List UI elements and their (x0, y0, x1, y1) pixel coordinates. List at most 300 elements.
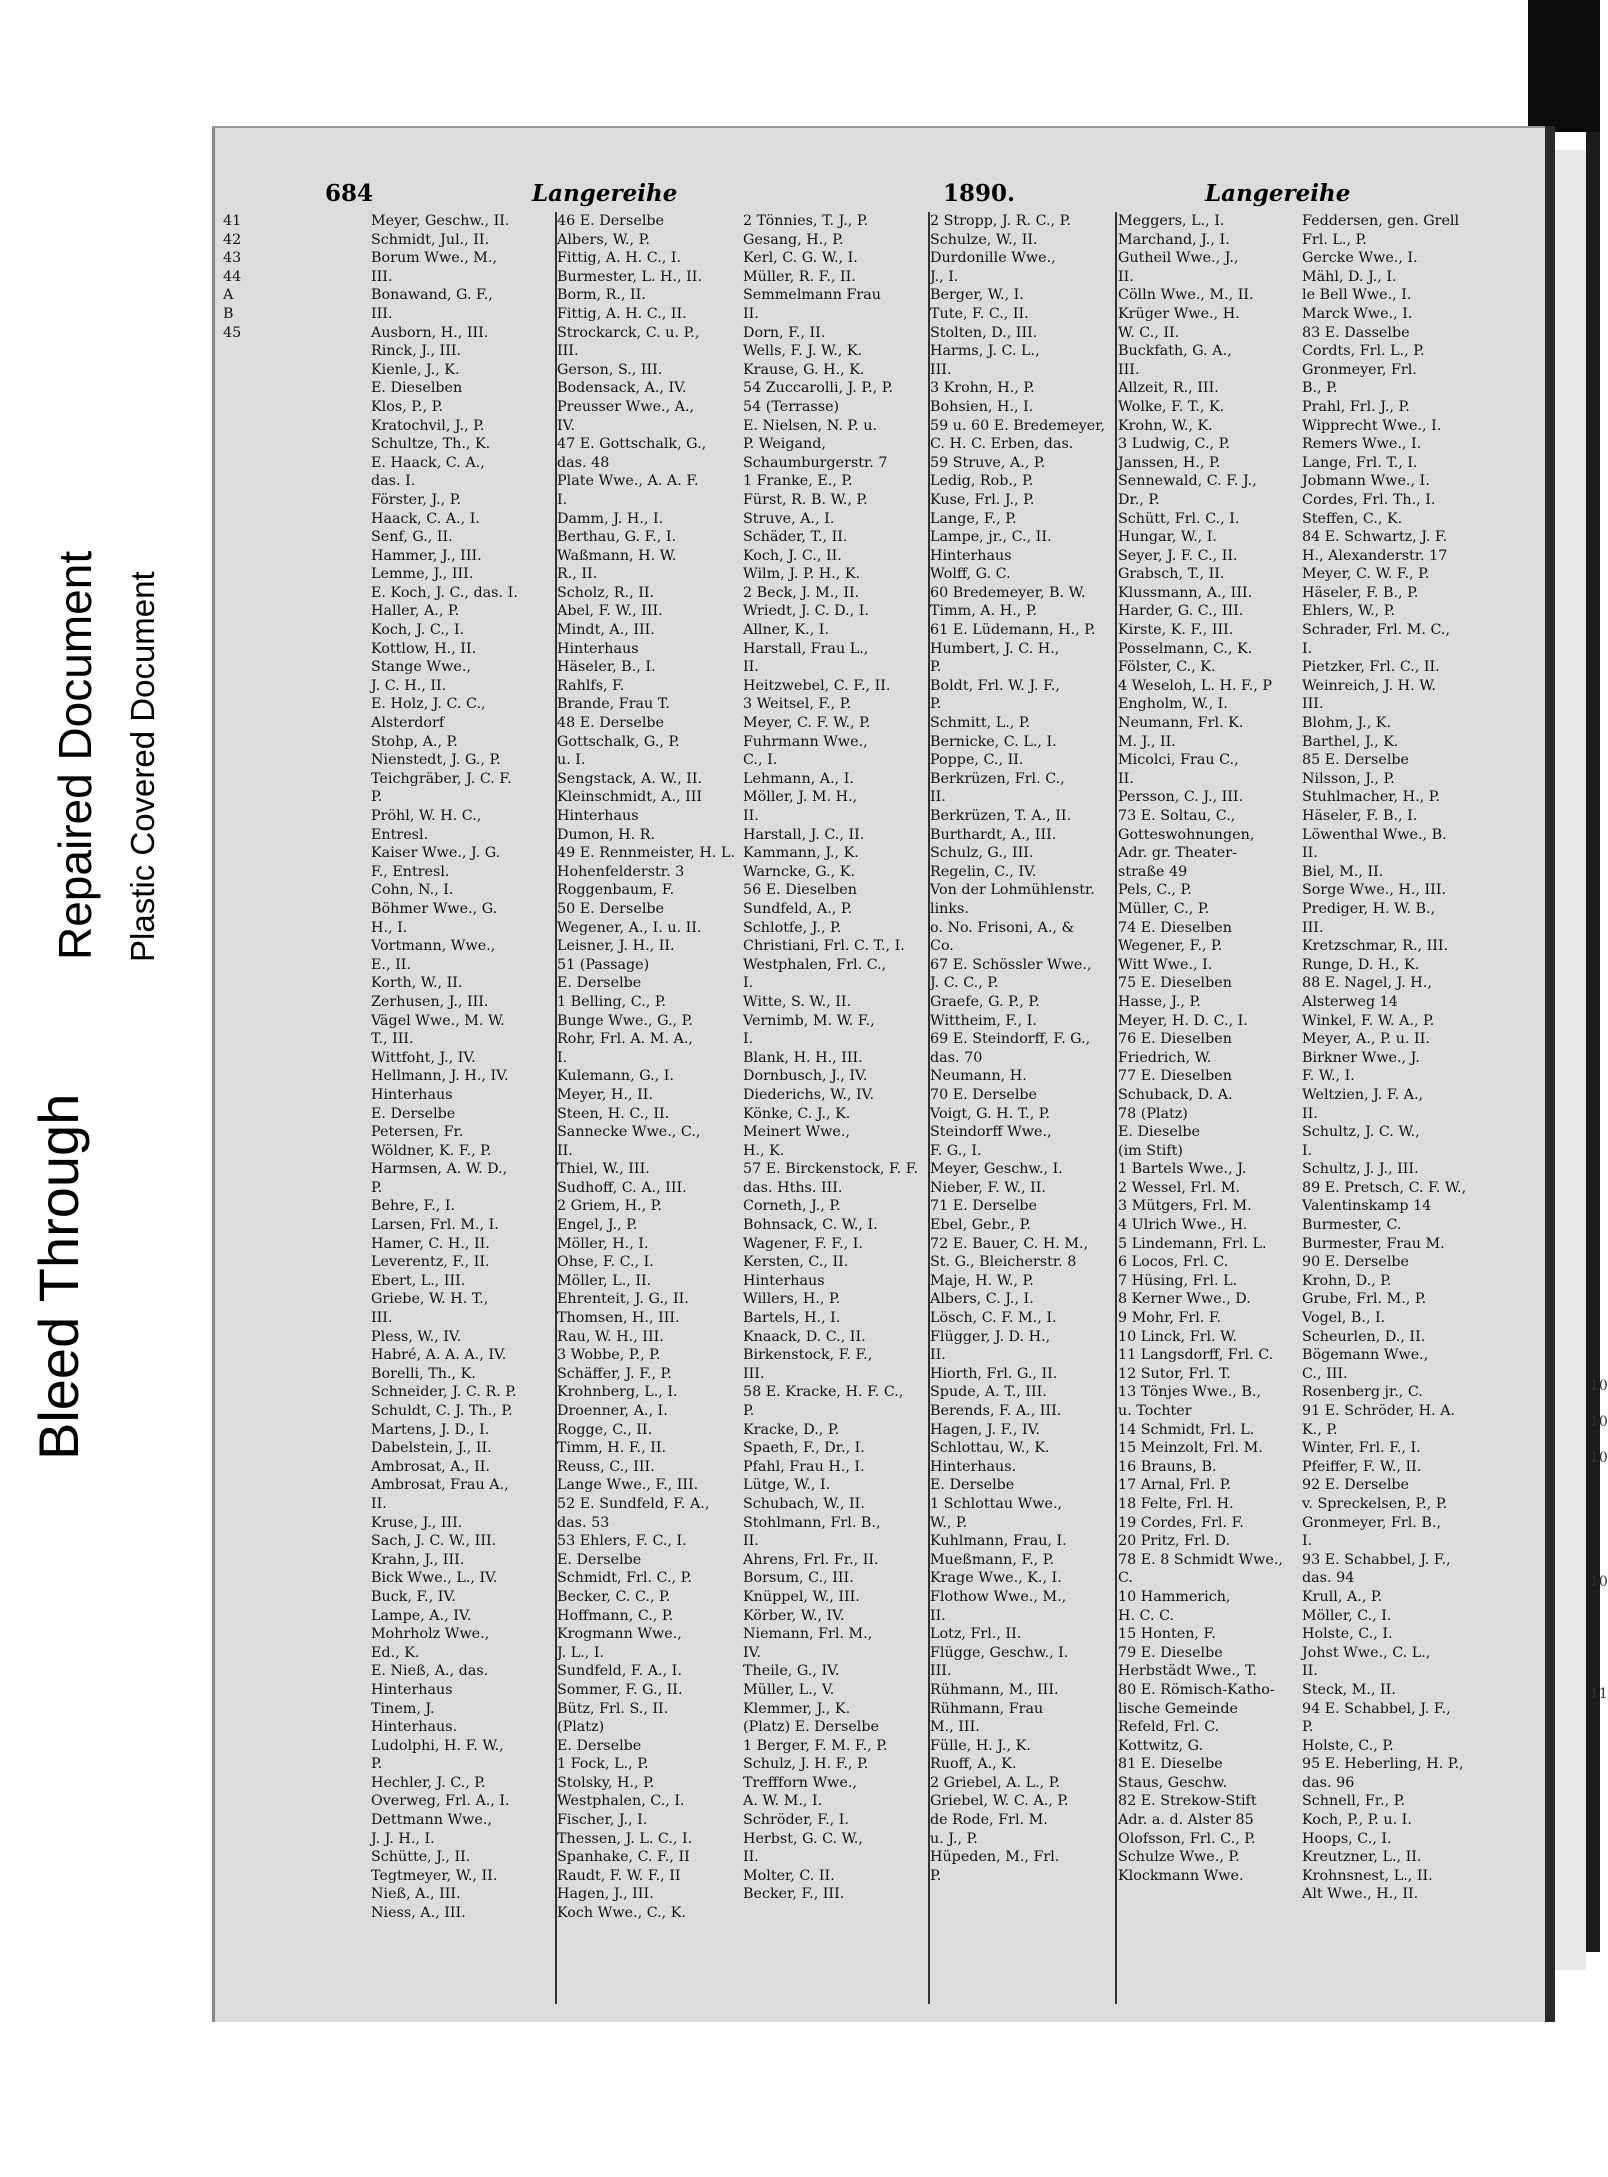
directory-entry: Molter, C. II. (743, 1867, 835, 1884)
directory-entry: Friedrich, W. (1118, 1049, 1212, 1066)
directory-entry: Timm, A. H., P. (930, 603, 1038, 620)
directory-entry: Kammann, J., K. (743, 845, 859, 862)
directory-entry: E. Dieselbe (1118, 1124, 1201, 1141)
directory-entry: III. (743, 1365, 765, 1382)
directory-entry: II. (1302, 1663, 1318, 1680)
directory-entry: Wells, F. J. W., K. (743, 343, 863, 360)
directory-entry: Kreutzner, L., II. (1302, 1849, 1422, 1866)
house-number: 41 (223, 213, 242, 229)
directory-entry: Christiani, Frl. C. T., I. (743, 938, 905, 955)
directory-entry: 12 Sutor, Frl. T. (1118, 1365, 1231, 1382)
directory-entry: II. (1302, 845, 1318, 862)
directory-entry: 4 Weseloh, L. H. F., P (1118, 677, 1272, 694)
directory-entry: C. (1118, 1570, 1133, 1587)
directory-entry: Hammer, J., III. (371, 547, 482, 564)
directory-entry: Raudt, F. W. F., II (557, 1867, 681, 1884)
directory-entry: Jobmann Wwe., I. (1302, 473, 1430, 490)
directory-entry: II. (1302, 1105, 1318, 1122)
directory-entry: Durdonille Wwe., (930, 250, 1056, 267)
directory-entry: Westphalen, C., I. (557, 1793, 685, 1810)
directory-entry: o. No. Frisoni, A., & (930, 919, 1075, 936)
directory-entry: Marchand, J., I. (1118, 231, 1230, 248)
directory-entry: 2 Wessel, Frl. M. (1118, 1179, 1241, 1196)
directory-entry: C. H. C. Erben, das. (930, 436, 1074, 453)
directory-entry: Gronmeyer, Frl. B., (1302, 1514, 1441, 1531)
directory-entry: E. Derselbe (930, 1477, 1015, 1494)
directory-entry: Hoffmann, C., P. (557, 1607, 674, 1624)
column-divider (1115, 212, 1117, 2004)
directory-entry: Krohnsnest, L., II. (1302, 1867, 1433, 1884)
directory-entry: Struve, A., I. (743, 510, 835, 527)
directory-entry: Humbert, J. C. H., (930, 640, 1060, 657)
directory-entry: Engel, J., P. (557, 1217, 638, 1234)
directory-entry: Cordes, Frl. Th., I. (1302, 491, 1436, 508)
directory-entry: Becker, C. C., P. (557, 1588, 671, 1605)
directory-entry: Ambrosat, A., II. (371, 1458, 490, 1475)
directory-entry: Schaumburgerstr. 7 (743, 454, 888, 471)
directory-entry: 4 Ulrich Wwe., H. (1118, 1217, 1248, 1234)
directory-entry: Waßmann, H. W. (557, 547, 677, 564)
directory-entry: Pietzker, Frl. C., II. (1302, 659, 1440, 676)
directory-entry: 8 Kerner Wwe., D. (1118, 1291, 1251, 1308)
directory-entry: Kaiser Wwe., J. G. (371, 845, 501, 862)
directory-entry: Schäffer, J. F., P. (557, 1365, 672, 1382)
directory-entry: Runge, D. H., K. (1302, 956, 1420, 973)
directory-entry: 52 E. Sundfeld, F. A., (557, 1495, 710, 1512)
directory-entry: Krage Wwe., K., I. (930, 1570, 1062, 1587)
directory-entry: Bonawand, G. F., (371, 287, 493, 304)
directory-entry: Koch, J. C., II. (743, 547, 842, 564)
directory-entry: Albers, W., P. (557, 231, 650, 248)
directory-entry: 2 Griem, H., P. (557, 1198, 662, 1215)
directory-entry: Harstall, J. C., II. (743, 826, 865, 843)
directory-entry: 91 E. Schröder, H. A. (1302, 1403, 1456, 1419)
directory-entry: Brande, Frau T. (557, 696, 670, 713)
directory-entry: Strockarck, C. u. P., (557, 324, 700, 341)
directory-entry: Stuhlmacher, H., P. (1302, 789, 1441, 806)
directory-entry: Birkner Wwe., J. (1302, 1049, 1420, 1066)
directory-entry: Borum Wwe., M., (371, 250, 498, 267)
directory-entry: 75 E. Dieselben (1118, 975, 1232, 992)
directory-entry: Warncke, G., K. (743, 863, 856, 880)
directory-entry: Remers Wwe., I. (1302, 436, 1422, 453)
directory-entry: Rau, W. H., III. (557, 1328, 664, 1345)
directory-entry: A. W. M., I. (743, 1793, 823, 1810)
directory-entry: H. C. C. (1118, 1607, 1175, 1624)
directory-entry: I. (1302, 640, 1313, 657)
directory-entry: Dorn, F., II. (743, 324, 826, 341)
directory-entry: Holste, C., P. (1302, 1737, 1394, 1754)
directory-column-6 (1302, 212, 1498, 2012)
directory-entry: St. G., Bleicherstr. 8 (930, 1254, 1077, 1271)
directory-entry: Griebe, W. H. T., (371, 1291, 489, 1308)
directory-entry: P. (371, 1179, 383, 1196)
directory-entry: Adr. a. d. Alster 85 (1118, 1812, 1254, 1829)
directory-entry: Heitzwebel, C. F., II. (743, 677, 891, 694)
directory-entry: Bartels, H., I. (743, 1310, 841, 1327)
directory-entry: Alsterdorf (371, 715, 445, 732)
directory-entry: Dettmann Wwe., (371, 1812, 492, 1829)
directory-entry: II. (743, 808, 759, 824)
directory-entry: Koch, P., P. u. I. (1302, 1812, 1412, 1829)
directory-entry: Ludolphi, H. F. W., (371, 1737, 504, 1754)
directory-entry: Harstall, Frau L., (743, 640, 869, 657)
directory-entry: II. (557, 1142, 573, 1159)
directory-entry: Lotz, Frl., II. (930, 1626, 1022, 1643)
directory-entry: Ohse, F. C., I. (557, 1254, 654, 1271)
directory-entry: Kulemann, G., I. (557, 1068, 674, 1085)
directory-entry: Schuback, D. A. (1118, 1086, 1233, 1103)
directory-entry: Mähl, D. J., I. (1302, 268, 1397, 285)
directory-entry: Müller, R. F., II. (743, 268, 856, 285)
directory-entry: Klos, P., P. (371, 398, 443, 415)
directory-entry: 13 Tönjes Wwe., B., (1118, 1384, 1261, 1401)
directory-entry: 7 Hüsing, Frl. L. (1118, 1272, 1238, 1289)
directory-entry: Voigt, G. H. T., P. (930, 1105, 1051, 1122)
directory-entry: Schütte, J., II. (371, 1849, 471, 1866)
directory-entry: Sundfeld, A., P. (743, 900, 853, 917)
year-heading: 1890. (943, 180, 1016, 207)
directory-entry: I. (557, 491, 568, 508)
directory-entry: Dumon, H. R. (557, 826, 655, 843)
next-page-number: 11 (1590, 1686, 1608, 1702)
directory-entry: Fölster, C., K. (1118, 659, 1216, 676)
directory-entry: Hinterhaus (930, 547, 1012, 564)
directory-entry: Wipprecht Wwe., I. (1302, 417, 1442, 434)
directory-entry: 3 Weitsel, F., P. (743, 696, 852, 713)
directory-entry: Bögemann Wwe., (1302, 1347, 1429, 1364)
directory-entry: Flügge, Geschw., I. (930, 1644, 1069, 1661)
directory-entry: Winkel, F. W. A., P. (1302, 1012, 1435, 1029)
directory-entry: Engholm, W., I. (1118, 696, 1228, 713)
directory-entry: Blohm, J., K. (1302, 715, 1392, 732)
directory-entry: Herbst, G. C. W., (743, 1830, 863, 1847)
directory-entry: Mohrholz Wwe., (371, 1626, 490, 1643)
directory-entry: Häseler, F. B., I. (1302, 808, 1418, 824)
directory-entry: Reuss, C., III. (557, 1458, 655, 1475)
directory-entry: 47 E. Gottschalk, G., (557, 436, 707, 453)
directory-entry: Meyer, Geschw., II. (371, 213, 510, 229)
directory-entry: R., II. (557, 566, 598, 583)
directory-entry: 78 (Platz) (1118, 1105, 1188, 1122)
directory-entry: Buckfath, G. A., (1118, 343, 1232, 360)
directory-entry: E. Derselbe (557, 1551, 642, 1568)
directory-entry: II. (743, 305, 759, 322)
directory-entry: Grabsch, T., II. (1118, 566, 1225, 583)
directory-entry: Seyer, J. F. C., II. (1118, 547, 1238, 564)
directory-entry: II. (743, 1849, 759, 1866)
directory-entry: Witte, S. W., II. (743, 993, 852, 1010)
directory-entry: Hungar, W., I. (1118, 529, 1217, 546)
directory-entry: Rinck, J., III. (371, 343, 462, 360)
directory-entry: Cölln Wwe., M., II. (1118, 287, 1254, 304)
directory-entry: Von der Lohmühlenstr. (930, 882, 1095, 899)
directory-entry: Rühmann, M., III. (930, 1681, 1059, 1698)
directory-entry: I. (743, 975, 754, 992)
directory-entry: E. Nielsen, N. P. u. (743, 417, 877, 434)
directory-entry: 56 E. Dieselben (743, 882, 857, 899)
directory-entry: Bohsien, H., I. (930, 398, 1034, 415)
directory-entry: 81 E. Dieselbe (1118, 1756, 1223, 1773)
directory-entry: (Platz) (557, 1719, 605, 1736)
directory-entry: Flothow Wwe., M., (930, 1588, 1067, 1605)
page-edge (1545, 126, 1555, 2022)
directory-entry: Martens, J. D., I. (371, 1421, 490, 1438)
directory-entry: Hagen, J., III. (557, 1886, 654, 1903)
directory-entry: Plate Wwe., A. A. F. (557, 473, 699, 490)
directory-entry: Sengstack, A. W., II. (557, 770, 703, 787)
directory-entry: III. (371, 268, 393, 285)
directory-entry: Pels, C., P. (1118, 882, 1192, 899)
directory-entry: II. (930, 789, 946, 806)
directory-entry: Valentinskamp 14 (1302, 1198, 1432, 1215)
directory-entry: Krull, A., P. (1302, 1588, 1383, 1605)
directory-entry: H., I. (371, 919, 408, 936)
directory-entry: Harder, G. C., III. (1118, 603, 1244, 620)
directory-entry: Becker, F., III. (743, 1886, 845, 1903)
directory-entry: 2 Tönnies, T. J., P. (743, 213, 869, 229)
directory-entry: Lösch, C. F. M., I. (930, 1310, 1057, 1327)
directory-entry: Kottwitz, G. (1118, 1737, 1204, 1754)
repaired-document-label: Repaired Document (49, 550, 101, 960)
directory-entry: Hoops, C., I. (1302, 1830, 1392, 1847)
directory-entry: H., Alexanderstr. 17 (1302, 547, 1448, 564)
directory-entry: u. I. (557, 752, 586, 769)
directory-entry: lische Gemeinde (1118, 1700, 1238, 1717)
directory-entry: I. (1302, 1142, 1313, 1159)
directory-entry: das. Hths. III. (743, 1179, 843, 1196)
directory-entry: Weinreich, J. H. W. (1302, 677, 1436, 694)
directory-entry: 15 Meinzolt, Frl. M. (1118, 1440, 1263, 1457)
directory-entry: Vägel Wwe., M. W. (371, 1012, 505, 1029)
directory-entry: 72 E. Bauer, C. H. M., (930, 1235, 1089, 1252)
directory-entry: III. (1302, 919, 1324, 936)
directory-entry: Cordts, Frl. L., P. (1302, 343, 1425, 360)
directory-entry: 90 E. Derselbe (1302, 1254, 1410, 1271)
directory-entry: Wegener, F., P. (1118, 938, 1223, 955)
directory-entry: 67 E. Schössler Wwe., (930, 956, 1092, 973)
directory-entry: M., III. (930, 1719, 980, 1736)
directory-entry: Spaeth, F., Dr., I. (743, 1440, 865, 1457)
directory-entry: 95 E. Heberling, H. P., (1302, 1756, 1464, 1773)
directory-entry: J. L., I. (557, 1644, 605, 1661)
directory-entry: Rohr, Frl. A. M. A., (557, 1031, 693, 1048)
directory-entry: das. 53 (557, 1514, 610, 1531)
directory-entry: Dornbusch, J., IV. (743, 1068, 868, 1085)
directory-entry: III. (371, 1310, 393, 1327)
directory-entry: II. (1118, 268, 1134, 285)
directory-entry: Lange Wwe., F., III. (557, 1477, 699, 1494)
directory-entry: Haller, A., P. (371, 603, 460, 620)
directory-entry: III. (371, 305, 393, 322)
page-header (325, 180, 1532, 210)
directory-entry: Leverentz, F., II. (371, 1254, 490, 1271)
directory-entry: das. I. (371, 473, 416, 490)
directory-entry: Ausborn, H., III. (371, 324, 489, 341)
directory-entry: 93 E. Schabbel, J. F., (1302, 1551, 1451, 1568)
directory-entry: 59 u. 60 E. Bredemeyer, (930, 417, 1106, 434)
directory-entry: Häseler, B., I. (557, 659, 656, 676)
directory-entry: Rühmann, Frau (930, 1700, 1044, 1717)
directory-entry: Persson, C. J., III. (1118, 789, 1244, 806)
directory-entry: Gesang, H., P. (743, 231, 844, 248)
directory-entry: Frl. L., P. (1302, 231, 1367, 248)
directory-entry: E. Derselbe (557, 1737, 642, 1754)
directory-entry: Adr. gr. Theater- (1118, 845, 1237, 862)
directory-entry: Hellmann, J. H., IV. (371, 1068, 509, 1085)
directory-entry: Gerson, S., III. (557, 361, 663, 378)
directory-entry: Neumann, H. (930, 1068, 1027, 1085)
directory-entry: II. (930, 1607, 946, 1624)
directory-entry: Maje, H. W., P. (930, 1272, 1034, 1289)
directory-entry: 78 E. 8 Schmidt Wwe., (1118, 1551, 1283, 1568)
directory-entry: Schmidt, Jul., II. (371, 231, 490, 248)
directory-entry: Krohnberg, L., I. (557, 1384, 678, 1401)
directory-entry: Förster, J., P. (371, 491, 461, 508)
directory-entry: Vortmann, Wwe., (371, 938, 496, 955)
directory-entry: (Platz) E. Derselbe (743, 1719, 879, 1736)
directory-entry: Hohenfelderstr. 3 (557, 863, 685, 880)
directory-entry: Stohp, A., P. (371, 733, 458, 750)
directory-entry: Janssen, H., P. (1118, 454, 1221, 471)
directory-entry: F. G., I. (930, 1142, 982, 1159)
directory-entry: Kleinschmidt, A., III (557, 789, 703, 806)
directory-entry: Albers, C. J., I. (930, 1291, 1034, 1308)
directory-column-3 (743, 212, 926, 2012)
directory-entry: E. Derselbe (557, 975, 642, 992)
running-title-left: Langereihe (532, 180, 678, 207)
directory-entry: B., P. (1302, 380, 1338, 397)
directory-entry: Tinem, J. (371, 1700, 435, 1717)
directory-entry: Hinterhaus. (930, 1458, 1017, 1475)
directory-entry: das. 94 (1302, 1570, 1355, 1587)
directory-entry: 92 E. Derselbe (1302, 1477, 1410, 1494)
directory-entry: Kuse, Frl. J., P. (930, 491, 1035, 508)
directory-entry: Borm, R., II. (557, 287, 646, 304)
directory-entry: F. W., I. (1302, 1068, 1355, 1085)
directory-entry: de Rode, Frl. M. (930, 1812, 1048, 1829)
directory-entry: Schäder, T., II. (743, 529, 848, 546)
directory-entry: II. (371, 1495, 387, 1512)
directory-entry: 3 Wobbe, P., P. (557, 1347, 661, 1364)
directory-entry: Winter, Frl. F., I. (1302, 1440, 1421, 1457)
directory-entry: Herbstädt Wwe., T. (1118, 1663, 1257, 1680)
directory-entry: C., III. (1302, 1365, 1348, 1382)
directory-entry: Westphalen, Frl. C., (743, 956, 887, 973)
directory-entry: Sudhoff, C. A., III. (557, 1179, 687, 1196)
directory-entry: Sorge Wwe., H., III. (1302, 882, 1447, 899)
directory-entry: Staus, Geschw. (1118, 1774, 1228, 1791)
directory-entry: Hinterhaus (371, 1086, 453, 1103)
directory-entry: Möller, L., II. (557, 1272, 652, 1289)
directory-entry: Overweg, Frl. A., I. (371, 1793, 510, 1810)
directory-entry: Blank, H. H., III. (743, 1049, 863, 1066)
directory-entry: Regelin, C., IV. (930, 863, 1037, 880)
directory-entry: Wegener, A., I. u. II. (557, 919, 702, 936)
directory-entry: Korth, W., II. (371, 975, 463, 992)
directory-entry: links. (930, 900, 969, 917)
directory-entry: Mindt, A., III. (557, 622, 655, 639)
directory-entry: Gercke Wwe., I. (1302, 250, 1418, 267)
directory-entry: 57 E. Birckenstock, F. F. (743, 1161, 918, 1178)
directory-entry: u. J., P. (930, 1830, 978, 1847)
directory-entry: Stange Wwe., (371, 659, 471, 676)
directory-entry: Körber, W., IV. (743, 1607, 845, 1624)
directory-entry: Schrader, Frl. M. C., (1302, 622, 1450, 639)
directory-entry: Diederichs, W., IV. (743, 1086, 875, 1103)
directory-entry: Schuldt, C. J. Th., P. (371, 1403, 513, 1419)
directory-entry: Ehlers, W., P. (1302, 603, 1396, 620)
directory-entry: Berkrüzen, T. A., II. (930, 808, 1072, 824)
directory-entry: Schulz, G., III. (930, 845, 1034, 862)
directory-entry: 46 E. Derselbe (557, 213, 665, 229)
directory-entry: Flügger, J. D. H., (930, 1328, 1051, 1345)
directory-entry: Schlottau, W., K. (930, 1440, 1050, 1457)
directory-entry: Kerl, C. G. W., I. (743, 250, 858, 267)
directory-entry: Harmsen, A. W. D., (371, 1161, 508, 1178)
directory-entry: 3 Mütgers, Frl. M. (1118, 1198, 1252, 1215)
next-page-number: 10 (1590, 1450, 1608, 1466)
directory-entry: Knüppel, W., III. (743, 1588, 860, 1605)
directory-entry: Behre, F., I. (371, 1198, 456, 1215)
directory-entry: Wriedt, J. C. D., I. (743, 603, 869, 620)
directory-entry: Kuhlmann, Frau, I. (930, 1533, 1067, 1550)
directory-entry: Kracke, D., P. (743, 1421, 840, 1438)
directory-entry: Meyer, H. D. C., I. (1118, 1012, 1248, 1029)
directory-entry: 1 Franke, E., P. (743, 473, 853, 490)
directory-entry: III. (930, 361, 952, 378)
directory-entry: (im Stift) (1118, 1142, 1183, 1159)
directory-column-5 (1118, 212, 1298, 2012)
directory-entry: das. 70 (930, 1049, 983, 1066)
directory-entry: Hagen, J. F., IV. (930, 1421, 1040, 1438)
directory-entry: Steffen, C., K. (1302, 510, 1403, 527)
directory-entry: Sach, J. C. W., III. (371, 1533, 497, 1550)
directory-entry: Wilm, J. P. H., K. (743, 566, 861, 583)
directory-entry: Bernicke, C. L., I. (930, 733, 1057, 750)
directory-entry: 89 E. Pretsch, C. F. W., (1302, 1179, 1467, 1196)
directory-entry: Berends, F. A., III. (930, 1403, 1062, 1419)
directory-entry: III. (930, 1663, 952, 1680)
directory-entry: Gutheil Wwe., J., (1118, 250, 1239, 267)
directory-entry: Rosenberg jr., C. (1302, 1384, 1423, 1401)
directory-entry: Refeld, Frl. C. (1118, 1719, 1220, 1736)
directory-entry: Schultz, J. C. W., (1302, 1124, 1420, 1141)
directory-entry: Harms, J. C. L., (930, 343, 1040, 360)
directory-entry: Sommer, F. G., II. (557, 1681, 683, 1698)
directory-entry: II. (1118, 770, 1134, 787)
directory-entry: Ehrenteit, J. G., II. (557, 1291, 689, 1308)
directory-entry: 82 E. Strekow-Stift (1118, 1793, 1257, 1810)
directory-entry: Alt Wwe., H., II. (1302, 1886, 1419, 1903)
directory-entry: P. (930, 659, 942, 676)
directory-entry: Prahl, Frl. J., P. (1302, 398, 1410, 415)
directory-entry: P. (371, 789, 383, 806)
house-number: 44 (223, 268, 242, 285)
directory-entry: 54 (Terrasse) (743, 398, 840, 415)
directory-entry: 84 E. Schwartz, J. F. (1302, 529, 1448, 546)
scan-dark-corner (1528, 0, 1600, 132)
directory-entry: E. Derselbe (371, 1105, 456, 1122)
directory-entry: Zerhusen, J., III. (371, 993, 489, 1010)
directory-entry: Sennewald, C. F. J., (1118, 473, 1257, 490)
directory-entry: Allner, K., I. (743, 622, 829, 639)
directory-entry: Könke, C. J., K. (743, 1105, 851, 1122)
directory-entry: Birkenstock, F. F., (743, 1347, 873, 1364)
directory-entry: 1 Schlottau Wwe., (930, 1495, 1063, 1512)
directory-entry: Droenner, A., I. (557, 1403, 668, 1419)
directory-entry: Stohlmann, Frl. B., (743, 1514, 881, 1531)
